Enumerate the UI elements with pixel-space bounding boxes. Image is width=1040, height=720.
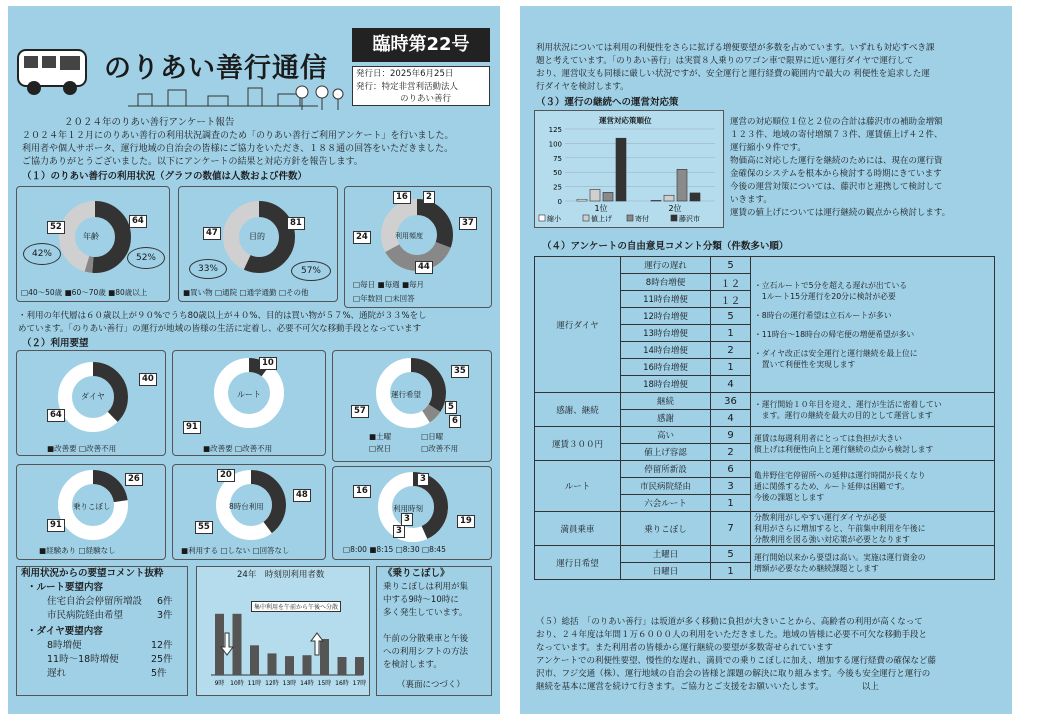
table-row xyxy=(535,393,995,410)
y-tick-label: 50 xyxy=(553,169,562,178)
route-legend: ■改善要 □改善不用 xyxy=(203,444,273,453)
diya-request-3-count: 5件 xyxy=(151,668,167,679)
count-cell: 5 xyxy=(711,546,751,563)
route-legend-2: 改善不用 xyxy=(242,444,273,453)
back-page xyxy=(520,6,1012,714)
kibo-legend-row1: ■土曜 □日曜 xyxy=(369,432,444,441)
people-icon xyxy=(290,84,350,112)
freq-value-2: 2 xyxy=(423,191,435,204)
freq-legend-row2: □年数回 □未回答 xyxy=(353,294,415,303)
section1-heading: （１）のりあい善行の利用状況（グラフの数値は人数および件数） xyxy=(22,171,308,182)
tip-title: 《乗りこぼし》 xyxy=(383,568,450,579)
hachiji-value-2: 48 xyxy=(293,489,311,502)
hourly-chart-panel xyxy=(196,566,370,696)
purpose-value-1: 81 xyxy=(287,217,305,230)
item-cell: 日曜日 xyxy=(621,563,711,580)
table-row xyxy=(535,461,995,478)
item-cell: 感謝 xyxy=(621,410,711,427)
category-label: 1位 xyxy=(594,204,608,213)
route-value-1: 10 xyxy=(259,357,277,370)
item-cell: 土曜日 xyxy=(621,546,711,563)
diya-requests-heading: ・ダイヤ要望内容 xyxy=(27,626,103,637)
comment-line: ます。運行の継続を最大の目的として運営します xyxy=(754,410,933,420)
count-cell: 2 xyxy=(711,444,751,461)
newsletter-title: のりあい善行通信 xyxy=(104,53,328,84)
item-cell: 8時台増便 xyxy=(621,274,711,291)
count-cell: 36 xyxy=(711,393,751,410)
strategy-line6: 今後の運営対策については、藤沢市と連携して検討して xyxy=(730,182,943,192)
comment-line xyxy=(754,302,991,310)
kibo-center-label: 運行希望 xyxy=(391,390,421,399)
kibo-value-4: 6 xyxy=(449,415,461,428)
hour-bar xyxy=(355,657,364,675)
hour-tick-label: 14時 xyxy=(300,680,314,687)
y-tick-label: 25 xyxy=(553,183,562,192)
jikoku-center-label: 利用時刻 xyxy=(393,504,423,513)
hachiji-legend-1: 利用する xyxy=(188,546,219,555)
count-cell: １２ xyxy=(711,291,751,308)
diya-request-1-count: 12件 xyxy=(151,640,173,651)
bus-icon xyxy=(16,42,90,100)
hour-tick-label: 16時 xyxy=(335,680,349,687)
freq-legend-5: 未回答 xyxy=(392,294,415,303)
category-label: 2位 xyxy=(668,204,682,213)
section4-heading: （４）アンケートの自由意見コメント分類（件数多い順） xyxy=(542,241,789,252)
category-cell: 運行ダイヤ xyxy=(535,257,621,393)
freq-legend-4: 年数回 xyxy=(360,294,383,303)
strategy-text xyxy=(730,116,1006,220)
comments-heading: 利用状況からの要望コメント抜粋 xyxy=(21,568,164,579)
tip-panel xyxy=(376,566,492,696)
comments-table xyxy=(534,256,995,580)
route-chart-panel xyxy=(172,350,326,456)
frequency-center-label: 利用頻度 xyxy=(395,232,423,240)
intro2-line3: おり、運営収支も同様に厳しい状況ですが、安全運行と運行経費の範囲内で最大の 利便性を追求した運 xyxy=(536,69,930,79)
y-tick-label: 100 xyxy=(548,140,562,149)
freq-value-5: 44 xyxy=(415,261,433,274)
tip-line3: 多く発生しています。 xyxy=(383,608,468,618)
comment-cell xyxy=(751,427,995,461)
hour-tick-label: 11時 xyxy=(247,680,262,687)
item-cell: 市民病院経由 xyxy=(621,478,711,495)
hour-tick-label: 17時 xyxy=(352,680,367,687)
count-cell: 4 xyxy=(711,410,751,427)
kibo-legend-2: 日曜 xyxy=(428,432,444,441)
hour-bar xyxy=(215,614,224,675)
purpose-chart-panel xyxy=(178,186,338,302)
jikoku-legend: □8:00 ■8:15 □8:30 □8:45 xyxy=(343,545,446,554)
comment-line: 置いて利便性を実現します xyxy=(754,359,856,369)
count-cell: １２ xyxy=(711,274,751,291)
count-cell: 9 xyxy=(711,427,751,444)
kibo-legend-4: 改善不用 xyxy=(428,444,459,453)
purpose-legend: ■買い物 □通院 □通学通勤 □その他 xyxy=(183,288,309,297)
norikoboshi-center-label: 乗りこぼし xyxy=(73,502,111,511)
summary-section xyxy=(536,616,936,694)
hachiji-center-label: 8時台利用 xyxy=(229,502,264,511)
section3-heading: （３）運行の継続への運営対応策 xyxy=(536,97,679,108)
publish-info xyxy=(352,66,490,106)
strategy-bar xyxy=(677,169,687,201)
publisher-line1: 発行：特定非営利活動法人 xyxy=(356,81,459,92)
comments-panel xyxy=(16,566,188,696)
jikoku-chart-panel xyxy=(332,466,492,560)
hour-tick-label: 13時 xyxy=(282,680,297,687)
summary-line6-text: 継続を基本に運営を続けて行きます。ご協力とご支援をお願いいたします。 xyxy=(536,682,820,692)
strategy-bar xyxy=(577,199,587,201)
tip-line6: を検討します。 xyxy=(383,660,442,670)
age-legend-1: 40～50歳 xyxy=(28,288,63,297)
tip-line4: 午前の分散乗車と午後 xyxy=(383,634,469,644)
legend-swatch xyxy=(539,215,545,221)
intro2-line2: 題と考えています。「のりあい善行」は実質８人乗りのワゴン車で限界に近い運行ダイヤで運行して xyxy=(536,56,914,66)
route-center-label: ルート xyxy=(237,390,261,399)
purpose-value-2: 47 xyxy=(203,227,221,240)
hourly-chart-title: 24年 時刻別利用者数 xyxy=(237,570,325,580)
jikoku-legend-3: 8:30 xyxy=(402,545,420,554)
hachiji-legend: ■利用する □しない □回答なし xyxy=(181,546,290,555)
age-center-label: 年齢 xyxy=(83,232,99,241)
tip-line1: 乗りこぼしは利用が集 xyxy=(383,582,469,592)
norikoboshi-legend: ■経験あり □経験なし xyxy=(39,546,116,555)
purpose-pct-left: 33% xyxy=(189,259,227,279)
count-cell: 7 xyxy=(711,512,751,546)
legend-swatch xyxy=(671,215,677,221)
legend-label: 寄付 xyxy=(635,215,649,223)
hourly-chart-note: 集中利用を午前から午後へ分散 xyxy=(251,601,341,612)
count-cell: 1 xyxy=(711,495,751,512)
jikoku-legend-1: 8:00 xyxy=(350,545,367,554)
jikoku-legend-2: 8:15 xyxy=(376,545,394,554)
norikoboshi-legend-1: 経験あり xyxy=(46,546,77,555)
kibo-chart-panel xyxy=(332,350,492,462)
strategy-bar-chart xyxy=(535,111,723,227)
strategy-bar xyxy=(651,200,661,201)
comment-line: 1ルート15分運行を20分に検討が必要 xyxy=(754,291,896,301)
legend-label: 値上げ xyxy=(591,215,612,223)
norikoboshi-legend-2: 経験なし xyxy=(85,546,116,555)
route-requests-heading: ・ルート要望内容 xyxy=(27,582,104,593)
strategy-chart-panel xyxy=(534,110,724,228)
strategy-bar xyxy=(603,192,613,201)
strategy-line2: １２３件、地域の寄付増額７３件、運賃値上げ４２件、 xyxy=(730,130,943,140)
count-cell: 6 xyxy=(711,461,751,478)
item-cell: 12時台増便 xyxy=(621,308,711,325)
age-legend: □40～50歳 ■60～70歳 ■80歳以上 xyxy=(21,288,148,297)
age-pct-left: 42% xyxy=(23,243,61,265)
route-legend-1: 改善要 xyxy=(210,444,233,453)
tip-line2: 中する9時～10時に xyxy=(383,595,459,605)
diya-center-label: ダイヤ xyxy=(81,392,105,401)
comment-line: ・ダイヤ改正は安全運行と運行継続を最上位に xyxy=(754,348,918,358)
count-cell: 5 xyxy=(711,308,751,325)
hour-tick-label: 12時 xyxy=(265,680,279,687)
legend-label: 藤沢市 xyxy=(679,215,700,223)
hour-bar xyxy=(338,657,347,675)
freq-legend-3: 毎月 xyxy=(409,280,425,289)
kibo-value-3: 5 xyxy=(445,401,457,414)
usage-note-line1: ・利用の年代層は６０歳以上が９０%でうち80歳以上が４０%、目的は買い物が５７%、通院が３３%をし xyxy=(18,311,427,321)
jikoku-value-5: 19 xyxy=(457,515,475,528)
hour-tick-label: 10時 xyxy=(230,680,244,687)
summary-line5: 沢市、フジ交通（株）、運行地域の自治会の皆様と課題の解決に取り組みます。今後も安全運行と運行の xyxy=(536,669,931,679)
section2-heading: （２）利用要望 xyxy=(22,338,89,349)
legend-label: 縮小 xyxy=(547,215,561,223)
freq-legend-2: 毎週 xyxy=(384,280,400,289)
y-tick-label: 0 xyxy=(557,198,562,206)
jikoku-value-1: 3 xyxy=(417,473,429,486)
publisher-line2: のりあい善行 xyxy=(400,94,452,104)
hour-tick-label: 15時 xyxy=(317,680,332,687)
comment-line: 今後の課題とします xyxy=(754,492,825,502)
count-cell: 1 xyxy=(711,325,751,342)
hour-tick-label: 9時 xyxy=(214,680,225,687)
kibo-value-2: 57 xyxy=(351,405,369,418)
item-cell: 16時台増便 xyxy=(621,359,711,376)
front-page xyxy=(8,6,500,714)
strategy-line8: 運賃の値上げについては運行継続の観点から検討します。 xyxy=(730,208,951,218)
intro2-line4: 行ダイヤを検討します。 xyxy=(536,82,629,92)
item-cell: 11時台増便 xyxy=(621,291,711,308)
item-cell: 18時台増便 xyxy=(621,376,711,393)
item-cell: 14時台増便 xyxy=(621,342,711,359)
hourly-bar-chart xyxy=(197,583,369,695)
item-cell: 値上げ容認 xyxy=(621,444,711,461)
item-cell: 継続 xyxy=(621,393,711,410)
diya-request-2: 11時～18時増便 xyxy=(47,654,119,665)
count-cell: 1 xyxy=(711,359,751,376)
hour-bar xyxy=(320,639,329,675)
category-cell: 感謝、継続 xyxy=(535,393,621,427)
hour-bar xyxy=(250,645,259,675)
comment-cell xyxy=(751,257,995,393)
age-legend-3: 80歳以上 xyxy=(115,288,148,297)
comment-line: 運行開始以来から要望は高い。実施は運行資金の xyxy=(754,552,926,562)
freq-value-4: 24 xyxy=(353,231,371,244)
legend-swatch xyxy=(627,215,633,221)
comment-line: 運賃は毎週利用者にとっては負担が大きい xyxy=(754,433,902,443)
item-cell: 乗りこぼし xyxy=(621,512,711,546)
freq-value-3: 37 xyxy=(459,217,477,230)
kibo-legend-3: 祝日 xyxy=(376,444,392,453)
diya-legend: ■改善要 □改善不用 xyxy=(47,444,117,453)
issue-number: 臨時第22号 xyxy=(352,28,490,62)
y-tick-label: 125 xyxy=(548,126,562,134)
comment-line: ・11時台～18時台の帰宅便の増便希望が多い xyxy=(754,329,915,339)
comment-line xyxy=(754,321,991,329)
intro-line3: ご協力ありがとうございました。以下にアンケートの結果と対応方針を報告します。 xyxy=(22,157,363,167)
usage-note-line2: めています。「のりあい善行」の運行が地域の皆様の生活に定着し、必要不可欠な移動手段となっています xyxy=(18,324,422,334)
diya-legend-2: 改善不用 xyxy=(86,444,117,453)
comment-cell xyxy=(751,512,995,546)
continued-note: （裏面につづく） xyxy=(397,680,465,690)
comment-line: ・運行開始１０年目を迎え、運行が生活に密着してい xyxy=(754,399,942,409)
route-request-1: 住宅自治会停留所増設 xyxy=(47,596,143,607)
summary-line4: アンケートでの利便性要望、慢性的な遅れ、満員での乗りこぼしに加え、増加する運行経費の確保など藤 xyxy=(536,656,937,666)
comment-line: 通に関係するため、ルート延伸は困難です。 xyxy=(754,481,909,491)
freq-legend-row1: □毎日 ■毎週 ■毎月 xyxy=(353,280,425,289)
route-request-2: 市民病院経由希望 xyxy=(47,610,124,621)
strategy-line5: 金確保のシステムを根本から検討する時期にきています xyxy=(730,169,942,179)
diya-request-2-count: 25件 xyxy=(151,654,173,665)
purpose-legend-4: その他 xyxy=(286,288,309,297)
category-cell: 運行日希望 xyxy=(535,546,621,580)
norikoboshi-chart-panel xyxy=(16,464,166,560)
strategy-bar xyxy=(664,195,674,201)
count-cell: 2 xyxy=(711,342,751,359)
norikoboshi-value-2: 91 xyxy=(47,519,65,532)
kibo-legend-1: 土曜 xyxy=(376,432,392,441)
hachiji-legend-3: 回答なし xyxy=(259,546,290,555)
age-pct-right: 52% xyxy=(127,247,165,269)
jikoku-value-3: 3 xyxy=(401,513,413,526)
summary-line6 xyxy=(536,681,936,694)
strategy-bar xyxy=(690,193,700,201)
purpose-center-label: 目的 xyxy=(249,232,265,241)
hachiji-value-1: 20 xyxy=(217,469,235,482)
purpose-pct-right: 57% xyxy=(291,261,331,281)
comment-cell xyxy=(751,546,995,580)
diya-chart-panel xyxy=(16,350,166,456)
hachiji-legend-2: しない xyxy=(227,546,251,555)
age-value-1: 64 xyxy=(129,215,147,228)
table-row xyxy=(535,546,995,563)
tip-line5: への利用シフトの方法 xyxy=(383,647,469,657)
hour-bar xyxy=(233,614,242,675)
count-cell: 3 xyxy=(711,478,751,495)
summary-line3: なっています。また利用者の皆様から運行継続の要望が多数寄せられています xyxy=(536,643,833,653)
freq-value-1: 16 xyxy=(393,191,411,204)
hour-bar xyxy=(268,653,277,675)
diya-value-1: 40 xyxy=(139,373,157,386)
diya-value-2: 64 xyxy=(47,409,65,422)
report-heading: ２０２４年のりあい善行アンケート報告 xyxy=(64,117,235,128)
strategy-chart-title: 運営対応策順位 xyxy=(599,116,652,125)
diya-request-1: 8時増便 xyxy=(47,640,82,651)
kibo-legend-row2: □祝日 □改善不用 xyxy=(369,444,459,453)
summary-end: 以上 xyxy=(861,682,879,692)
comment-cell xyxy=(751,461,995,512)
count-cell: 5 xyxy=(711,257,751,274)
hachiji-chart-panel xyxy=(172,464,326,560)
strategy-line1: 運営の対応順位１位と２位の合計は藤沢市の補助金増額 xyxy=(730,117,943,127)
route-value-2: 91 xyxy=(183,421,201,434)
category-cell: ルート xyxy=(535,461,621,512)
comment-line: 分散利用を図る強い対応策が必要となります xyxy=(754,535,910,544)
jikoku-value-4: 3 xyxy=(393,525,405,538)
intro-line2: 利用者や個人サポータ、運行地域の自治会の皆様にご協力をいただき、１８８通の回答をいただきました。 xyxy=(22,144,454,154)
route-request-2-count: 3件 xyxy=(157,610,173,621)
strategy-bar xyxy=(590,189,600,201)
count-cell: 4 xyxy=(711,376,751,393)
category-cell: 運賃３００円 xyxy=(535,427,621,461)
jikoku-value-2: 16 xyxy=(353,485,371,498)
item-cell: 13時台増便 xyxy=(621,325,711,342)
comment-line: ・8時台の運行希望は立石ルートが多い xyxy=(754,310,892,320)
diya-legend-1: 改善要 xyxy=(54,444,77,453)
item-cell: 六会ルート xyxy=(621,495,711,512)
comment-line xyxy=(754,340,991,348)
publish-date: 発行日：2025年6月25日 xyxy=(356,69,454,79)
age-value-2: 52 xyxy=(47,221,65,234)
summary-line2: おり、２４年度は年間１万６０００人の利用をいただきました。地域の皆様に必要不可欠な移動手段と xyxy=(536,630,928,640)
item-cell: 高い xyxy=(621,427,711,444)
strategy-line4: 物価高に対応した運行を継続のためには、現在の運行資 xyxy=(730,156,943,166)
kibo-value-1: 35 xyxy=(451,365,469,378)
jikoku-legend-4: 8:45 xyxy=(429,545,446,554)
intro-line1: ２０２４年１２月にのりあい善行の利用状況調査のため「のりあい善行ご利用アンケート」を行いました。 xyxy=(22,131,454,141)
purpose-legend-2: 通院 xyxy=(222,288,238,297)
hour-bar xyxy=(285,656,294,675)
hachiji-value-3: 55 xyxy=(195,521,213,534)
purpose-legend-1: 買い物 xyxy=(190,288,213,297)
comment-line: 利用がさらに増加すると、午前集中利用を午後に xyxy=(754,524,926,533)
purpose-legend-3: 通学通勤 xyxy=(246,288,277,297)
comment-line: 分散利用がしやすい運行ダイヤが必要 xyxy=(754,513,887,522)
legend-swatch xyxy=(583,215,589,221)
age-legend-2: 60～70歳 xyxy=(71,288,106,297)
y-tick-label: 75 xyxy=(553,154,562,163)
comment-line: 増額が必要なため継続課題とします xyxy=(754,563,879,573)
comment-line: ・立石ルートで5分を超える遅れが出ている xyxy=(754,280,908,290)
strategy-line7: いきます。 xyxy=(730,195,772,205)
item-cell: 運行の遅れ xyxy=(621,257,711,274)
item-cell: 停留所新設 xyxy=(621,461,711,478)
comment-line: 償上げは利便性向上と運行継続の点から検討します xyxy=(754,444,934,454)
hour-bar xyxy=(303,655,312,675)
category-cell: 満員乗車 xyxy=(535,512,621,546)
table-row xyxy=(535,257,995,274)
route-request-1-count: 6件 xyxy=(157,596,173,607)
comment-cell xyxy=(751,393,995,427)
summary-line1: （５）総括 「のりあい善行」は坂道が多く移動に負担が大きいことから、高齢者の利用が高くなって xyxy=(536,617,923,627)
table-row xyxy=(535,512,995,546)
count-cell: 1 xyxy=(711,563,751,580)
intro2-line1: 利用状況については利用の利便性をさらに拡げる増便要望が多数を占めています。いずれも対応すべき課 xyxy=(536,43,935,53)
age-chart-panel xyxy=(16,186,170,302)
strategy-line3: 運行縮小９件です。 xyxy=(730,143,806,153)
table-row xyxy=(535,427,995,444)
norikoboshi-value-1: 26 xyxy=(125,473,143,486)
frequency-chart-panel xyxy=(344,186,492,308)
strategy-bar xyxy=(616,138,626,201)
diya-request-3: 遅れ xyxy=(47,668,67,679)
comment-line: 亀井野住宅停留所への延伸は運行時間が長くなり xyxy=(754,470,926,480)
freq-legend-1: 毎日 xyxy=(360,280,376,289)
